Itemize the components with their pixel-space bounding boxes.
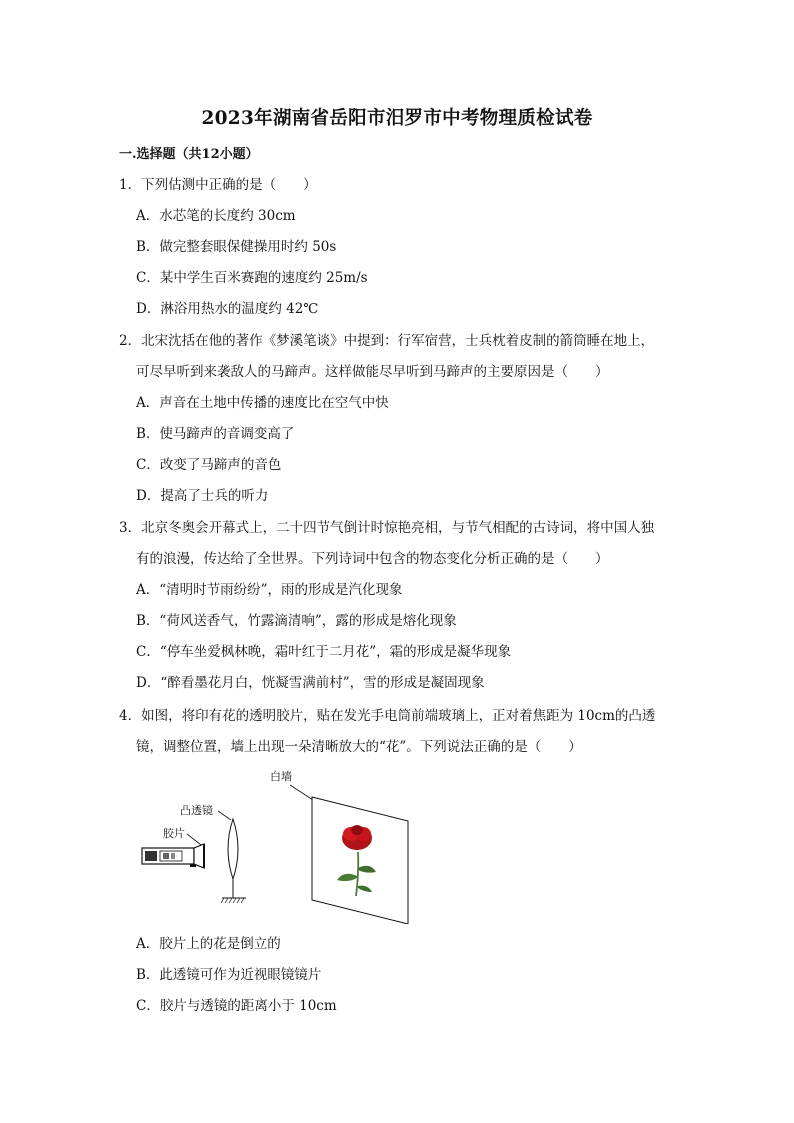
question-1: 1．下列估测中正确的是（ ）	[119, 177, 317, 193]
flashlight-icon	[142, 844, 204, 868]
question-4-option-c: C．胶片与透镜的距离小于 10cm	[136, 998, 337, 1014]
question-2-option-a: A．声音在土地中传播的速度比在空气中快	[136, 395, 389, 411]
lens-label: 凸透镜	[180, 804, 213, 817]
question-3-option-c: C．“停车坐爱枫林晚，霜叶红于二月花”，霜的形成是凝华现象	[136, 644, 512, 660]
question-3-line-2: 有的浪漫，传达给了全世界。下列诗词中包含的物态变化分析正确的是（ ）	[136, 551, 609, 567]
question-2-option-d: D．提高了士兵的听力	[136, 488, 269, 504]
question-1-option-c: C．某中学生百米赛跑的速度约 25m/s	[136, 270, 368, 286]
question-3-option-b: B．“荷风送香气，竹露滴清响”，露的形成是熔化现象	[136, 613, 457, 629]
question-4-line-1: 4．如图，将印有花的透明胶片，贴在发光手电筒前端玻璃上，正对着焦距为 10cm的凸透	[119, 708, 656, 724]
question-2-option-b: B．使马蹄声的音调变高了	[136, 426, 295, 442]
question-2-line-2: 可尽早听到来袭敌人的马蹄声。这样做能尽早听到马蹄声的主要原因是（ ）	[136, 364, 609, 380]
white-wall	[312, 797, 408, 924]
section-heading: 一.选择题（共12小题）	[119, 147, 259, 162]
question-1-option-d: D．淋浴用热水的温度约 42℃	[136, 301, 319, 317]
question-1-option-b: B．做完整套眼保健操用时约 50s	[136, 239, 337, 255]
question-4-option-b: B．此透镜可作为近视眼镜镜片	[136, 967, 322, 983]
page-title: 2023年湖南省岳阳市汨罗市中考物理质检试卷	[201, 108, 593, 129]
question-2-option-c: C．改变了马蹄声的音色	[136, 457, 282, 473]
question-3-option-d: D．“醉看墨花月白，恍凝雪满前村”，雪的形成是凝固现象	[136, 675, 485, 691]
wall-pointer	[290, 785, 313, 800]
question-3-option-a: A．“清明时节雨纷纷”，雨的形成是汽化现象	[136, 582, 403, 598]
question-2-line-1: 2．北宋沈括在他的著作《梦溪笔谈》中提到：行军宿营，士兵枕着皮制的箭筒睡在地上，	[119, 333, 655, 349]
question-4-line-2: 镜，调整位置，墙上出现一朵清晰放大的“花”。下列说法正确的是（ ）	[136, 739, 582, 755]
ground-hatch	[221, 898, 244, 903]
question-1-option-a: A．水芯笔的长度约 30cm	[136, 208, 296, 224]
lens-pointer	[218, 811, 231, 820]
wall-label: 白墙	[270, 770, 292, 783]
lens-experiment-figure	[130, 764, 430, 924]
film-label: 胶片	[163, 827, 185, 840]
question-4-option-a: A．胶片上的花是倒立的	[136, 936, 281, 952]
question-3-line-1: 3．北京冬奥会开幕式上，二十四节气倒计时惊艳亮相，与节气相配的古诗词，将中国人独	[119, 520, 655, 536]
convex-lens	[228, 819, 238, 879]
